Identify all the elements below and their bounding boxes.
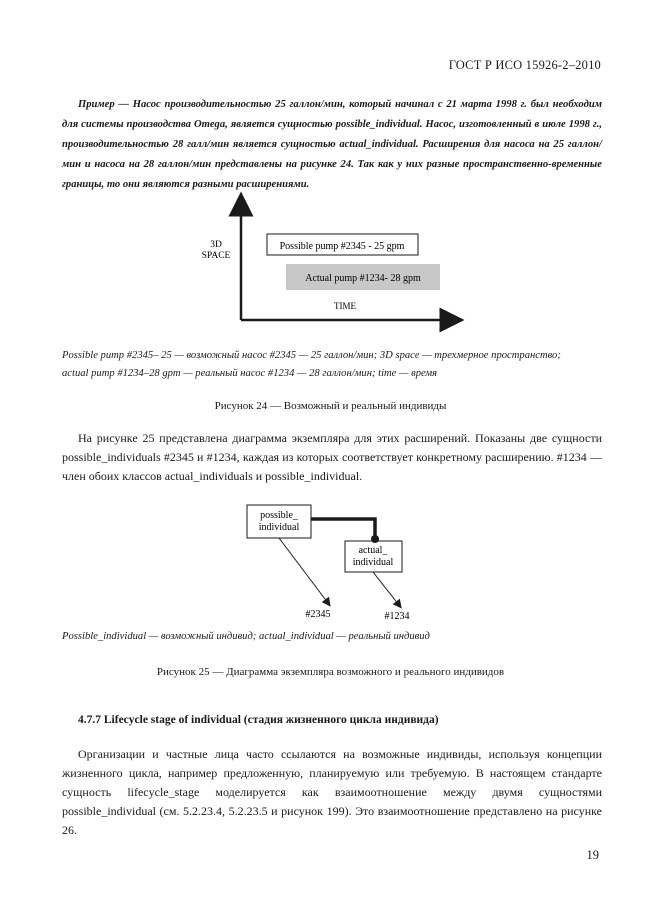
possible-individual-line-1: possible_ — [260, 510, 298, 521]
figure-25-title: Рисунок 25 — Диаграмма экземпляра возможного и реального индивидов — [156, 666, 505, 678]
actual-individual-line-2: individual — [352, 557, 394, 568]
paragraph-2 — [62, 745, 602, 840]
figure-25-diagram — [0, 495, 661, 630]
classification-connector — [311, 519, 375, 541]
figure-24-legend-line-2: actual pump #1234–28 gpm — реальный насос #1234 — 28 галлон/мин; time — время — [62, 368, 438, 379]
example-paragraph — [62, 95, 602, 195]
arrow-to-2345 — [279, 538, 328, 603]
figure-25-legend: Possible_individual — возможный индивид; actual_individual — реальный индивид — [62, 631, 430, 642]
id-2345: #2345 — [305, 609, 331, 620]
id-1234: #1234 — [384, 611, 410, 622]
figure-24-title: Рисунок 24 — Возможный и реальный индивиды — [214, 400, 447, 412]
figure-24-legend — [62, 347, 622, 383]
paragraph-2-text: Организации и частные лица часто ссылаются на возможные индивиды, используя концепции жизненного цикла, например предложенную, планируемую или требуемую. В настоящем стандарте сущность lifecycle_stage моделируется как взаимоотношение между двумя сущностями possible_individual (см. 5.2.23.4, 5.2.23.5 и рисунок 199). Это взаимоотношение представлено на рисунке 26. — [62, 747, 602, 837]
document-header: ГОСТ Р ИСО 15926-2–2010 — [448, 58, 601, 72]
actual-pump-label: Actual pump #1234- 28 gpm — [305, 273, 421, 284]
actual-individual-line-1: actual_ — [358, 545, 388, 556]
space-label-space: SPACE — [201, 251, 231, 261]
figure-24-legend-line-1: Possible pump #2345– 25 — возможный насос #2345 — 25 галлон/мин; 3D space — трехмерное пространство; — [62, 350, 561, 361]
figure-25 — [0, 495, 661, 630]
figure-24 — [0, 190, 661, 335]
time-label: TIME — [334, 301, 356, 311]
section-heading: 4.7.7 Lifecycle stage of individual (стадия жизненного цикла индивида) — [78, 714, 439, 726]
figure-24-diagram — [0, 190, 661, 335]
arrow-to-1234 — [373, 572, 399, 605]
possible-individual-line-2: individual — [258, 522, 300, 533]
page-number: 19 — [586, 848, 599, 862]
example-text: Пример — Насос производительностью 25 галлон/мин, который начинал с 21 марта 1998 г. был необходим для системы производства Omega, является сущностью possible_individual. Насос, изготовленный в июле 1998 г., производительностью 28 галл/мин является сущностью actual_individual. Расширения для насоса на 25 галлон/мин и насоса на 28 галлон/мин представлены на рисунке 24. Так как у них разные пространственно-временные границы, то они являются разными расширениями. — [62, 99, 602, 190]
membership-dot — [371, 535, 379, 543]
paragraph-1 — [62, 429, 602, 486]
paragraph-1-text: На рисунке 25 представлена диаграмма экземпляра для этих расширений. Показаны две сущности possible_individuals #2345 и #1234, каждая из которых соответствует конкретному расширению. #1234 — член обоих классов actual_individuals и possible_individual. — [62, 431, 602, 483]
space-label-3d: 3D — [210, 240, 222, 250]
possible-pump-label: Possible pump #2345 - 25 gpm — [279, 241, 405, 252]
